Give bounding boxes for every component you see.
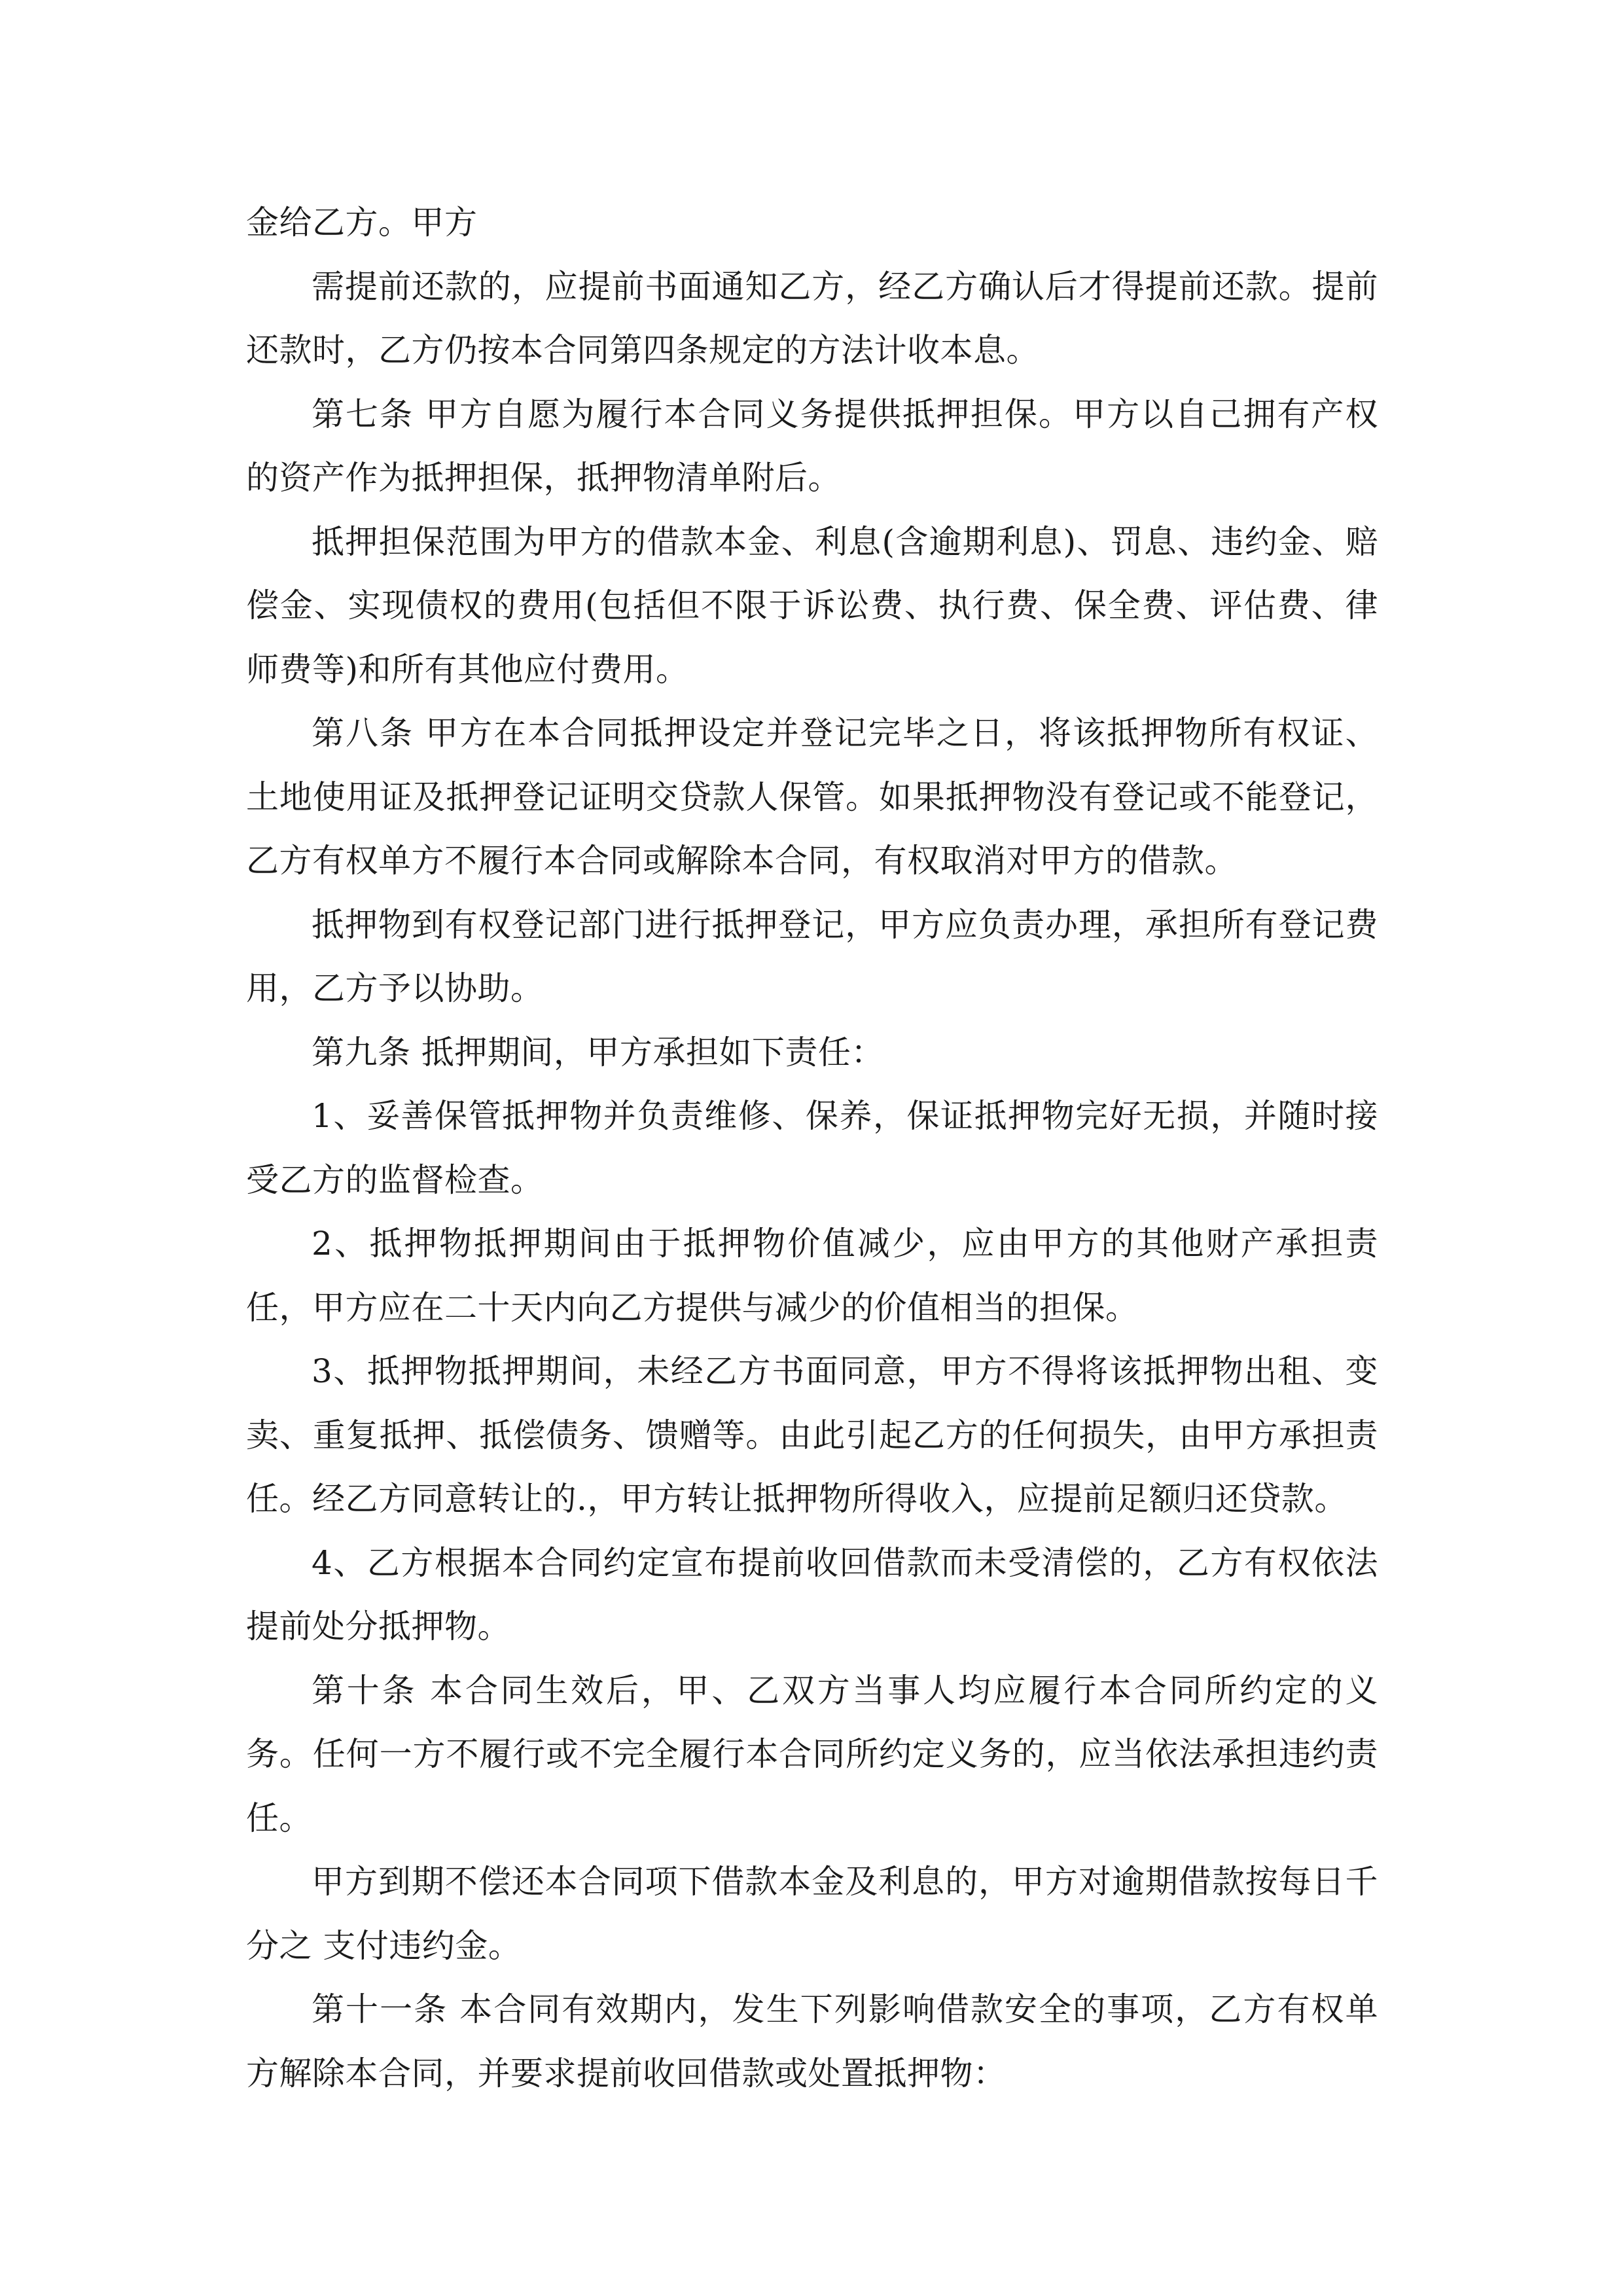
paragraph-prepayment-notice: 需提前还款的，应提前书面通知乙方，经乙方确认后才得提前还款。提前还款时，乙方仍按本合同第四条规定的方法计收本息。 xyxy=(246,267,1378,369)
paragraph-continuation: 金给乙方。甲方 xyxy=(246,204,478,242)
paragraph-article-10: 第十条 本合同生效后，甲、乙双方当事人均应履行本合同所约定的义务。任何一方不履行或不完全履行本合同所约定义务的，应当依法承担违约责任。 xyxy=(246,1671,1378,1837)
document-page xyxy=(246,191,1378,2106)
paragraph-mortgage-scope: 抵押担保范围为甲方的借款本金、利息(含逾期利息)、罚息、违约金、赔偿金、实现债权的费用(包括但不限于诉讼费、执行费、保全费、评估费、律师费等)和所有其他应付费用。 xyxy=(246,522,1378,689)
paragraph-article-8: 第八条 甲方在本合同抵押设定并登记完毕之日，将该抵押物所有权证、土地使用证及抵押登记证明交贷款人保管。如果抵押物没有登记或不能登记，乙方有权单方不履行本合同或解除本合同，有权取消对甲方的借款。 xyxy=(246,714,1378,880)
paragraph-article-7: 第七条 甲方自愿为履行本合同义务提供抵押担保。甲方以自己拥有产权的资产作为抵押担保，抵押物清单附后。 xyxy=(246,395,1378,497)
list-item-2: 2、抵押物抵押期间由于抵押物价值减少，应由甲方的其他财产承担责任，甲方应在二十天内向乙方提供与减少的价值相当的担保。 xyxy=(246,1225,1378,1327)
paragraph-overdue-penalty: 甲方到期不偿还本合同项下借款本金及利息的，甲方对逾期借款按每日千分之 支付违约金。 xyxy=(246,1863,1378,1965)
paragraph-registration: 抵押物到有权登记部门进行抵押登记，甲方应负责办理，承担所有登记费用，乙方予以协助。 xyxy=(246,905,1378,1007)
paragraph-article-11: 第十一条 本合同有效期内，发生下列影响借款安全的事项，乙方有权单方解除本合同，并要求提前收回借款或处置抵押物： xyxy=(246,1990,1378,2092)
list-item-3: 3、抵押物抵押期间，未经乙方书面同意，甲方不得将该抵押物出租、变卖、重复抵押、抵偿债务、馈赠等。由此引起乙方的任何损失，由甲方承担责任。经乙方同意转让的.，甲方转让抵押物所得收入，应提前足额归还贷款。 xyxy=(246,1352,1378,1518)
list-item-1: 1、妥善保管抵押物并负责维修、保养，保证抵押物完好无损，并随时接受乙方的监督检查。 xyxy=(246,1097,1378,1199)
list-item-4: 4、乙方根据本合同约定宣布提前收回借款而未受清偿的，乙方有权依法提前处分抵押物。 xyxy=(246,1543,1378,1645)
paragraph-article-9: 第九条 抵押期间，甲方承担如下责任： xyxy=(312,1033,884,1071)
